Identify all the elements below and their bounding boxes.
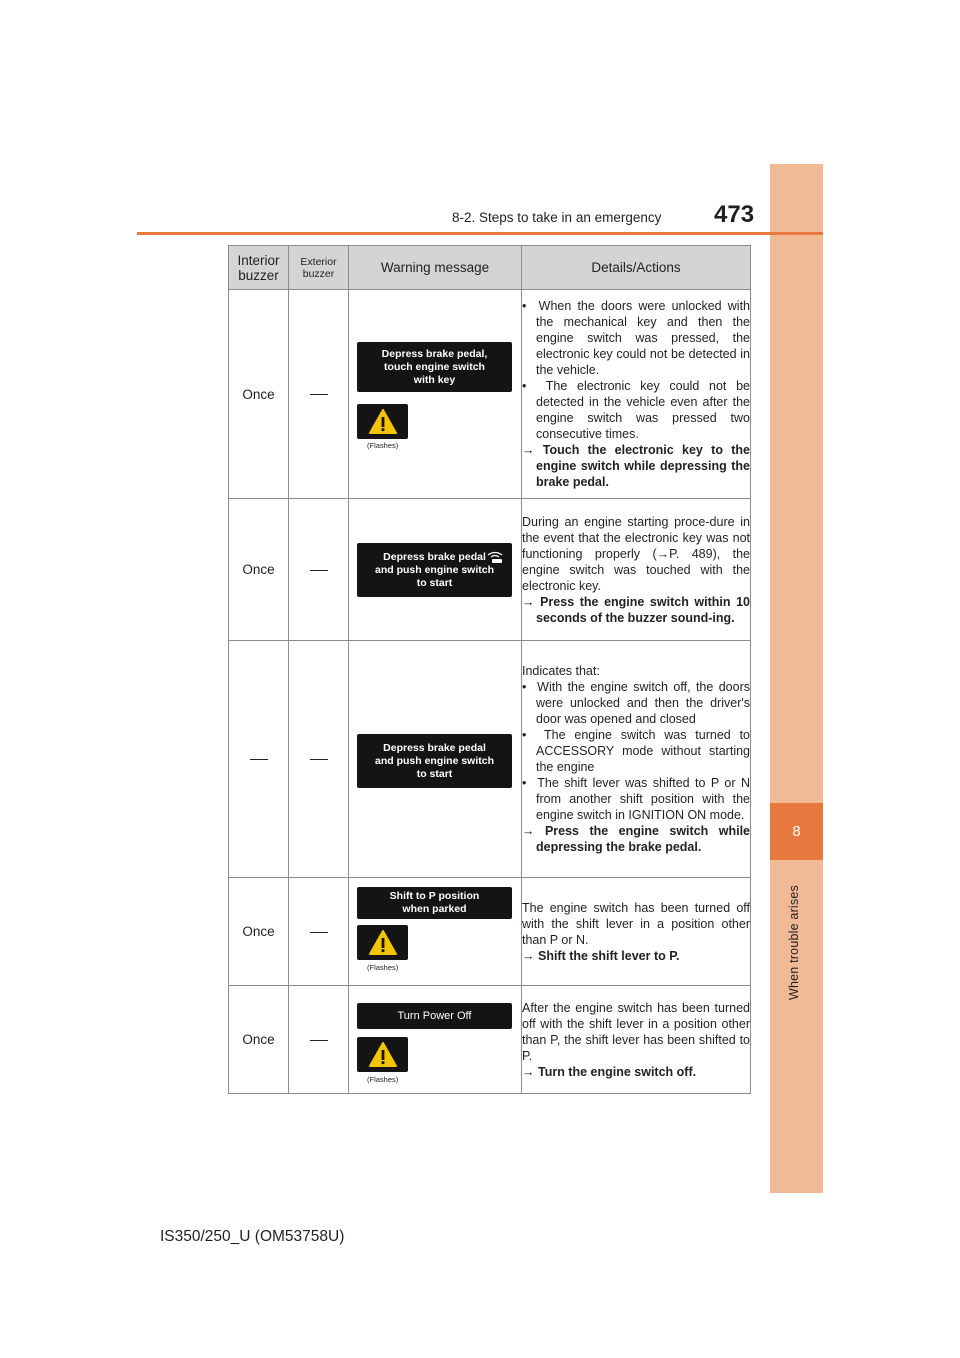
warning-triangle-icon — [357, 925, 408, 960]
warning-message-cell — [349, 986, 522, 1094]
warning-message-cell — [349, 499, 522, 641]
chapter-number: 8 — [792, 823, 801, 840]
header-rule — [137, 232, 823, 235]
dash-mark — [310, 932, 328, 933]
dash-mark — [310, 570, 328, 571]
action-text: Turn the engine switch off. — [537, 1064, 697, 1079]
exterior-buzzer-cell — [289, 290, 349, 499]
details-cell: During an engine starting proce-dure in the event that the electronic key was not functioning properly (→P. 489), the engine switch was touched with the electronic key. → Press the engine switch within 10 seconds of the buzzer sound-ing. — [522, 499, 751, 641]
details-cell: After the engine switch has been turned off with the shift lever in a position other than P, the shift lever has been shifted to P. → Turn the engine switch off. — [522, 986, 751, 1094]
dash-mark — [250, 759, 268, 760]
table-row — [229, 986, 751, 1094]
table-row — [229, 641, 751, 878]
dash-mark — [310, 394, 328, 395]
table-row — [229, 499, 751, 641]
interior-buzzer-cell: Once — [229, 290, 289, 499]
header-details-actions: Details/Actions — [522, 246, 751, 290]
action-text: Press the engine switch within 10 seconds of the buzzer sound-ing. — [536, 594, 750, 625]
warning-message-cell — [349, 878, 522, 986]
chapter-side-strip — [770, 164, 823, 1193]
warning-triangle-icon — [357, 404, 408, 439]
action-text: Press the engine switch while depressing the brake pedal. — [536, 824, 750, 854]
model-footer: IS350/250_U (OM53758U) — [160, 1228, 345, 1245]
table-row — [229, 878, 751, 986]
warning-display: Depress brake pedal, touch engine switch with key — [357, 342, 512, 392]
warning-message-cell — [349, 641, 522, 878]
warning-message-cell — [349, 290, 522, 499]
warning-triangle-icon — [357, 1037, 408, 1072]
details-cell: Indicates that: • With the engine switch off, the doors were unlocked and then the driver's door was opened and closed • The engine switch was turned to ACCESSORY mode without starting the engine • The shift lever was shifted to P or N from another shift position with the engine switch in IGNITION ON mode. → Press the engine switch while depressing the brake pedal. — [522, 641, 751, 878]
exterior-buzzer-cell — [289, 641, 349, 878]
header-exterior-buzzer: Exterior buzzer — [289, 246, 349, 290]
chapter-number-tab — [770, 803, 823, 860]
header-interior-buzzer: Interior buzzer — [229, 246, 289, 290]
details-cell: The engine switch has been turned off with the shift lever in a position other than P or N. → Shift the shift lever to P. — [522, 878, 751, 986]
section-title: 8-2. Steps to take in an emergency — [452, 210, 662, 225]
table-header-row — [229, 246, 751, 290]
warning-display: Depress brake pedal and push engine switch to start — [357, 734, 512, 788]
flashes-label: (Flashes) — [367, 441, 399, 450]
dash-mark — [310, 759, 328, 760]
warning-display: Depress brake pedal and push engine switch to start — [357, 543, 512, 597]
action-text: Shift the shift lever to P. — [537, 948, 680, 963]
dash-mark — [310, 1040, 328, 1041]
details-cell: • When the doors were unlocked with the mechanical key and then the engine switch was pressed, the electronic key could not be detected in the vehicle. • The electronic key could not be detected in the vehicle even after the engine switch was pressed two consecutive times. → Touch the electronic key to the engine switch while depressing the brake pedal. — [522, 290, 751, 499]
interior-buzzer-cell: Once — [229, 878, 289, 986]
flashes-label: (Flashes) — [367, 1075, 399, 1084]
interior-buzzer-cell: Once — [229, 499, 289, 641]
header-warning-message: Warning message — [349, 246, 522, 290]
flashes-label: (Flashes) — [367, 963, 399, 972]
exterior-buzzer-cell — [289, 499, 349, 641]
warning-display: Shift to P position when parked — [357, 887, 512, 919]
page-number: 473 — [714, 201, 755, 228]
interior-buzzer-cell — [229, 641, 289, 878]
warning-message-table — [228, 245, 751, 1094]
action-text: Touch the electronic key to the engine switch while depressing the brake pedal. — [536, 443, 750, 489]
key-icon — [486, 551, 504, 563]
warning-display: Turn Power Off — [357, 1003, 512, 1029]
table-row — [229, 290, 751, 499]
exterior-buzzer-cell — [289, 878, 349, 986]
interior-buzzer-cell: Once — [229, 986, 289, 1094]
exterior-buzzer-cell — [289, 986, 349, 1094]
chapter-title: When trouble arises — [787, 885, 801, 1000]
